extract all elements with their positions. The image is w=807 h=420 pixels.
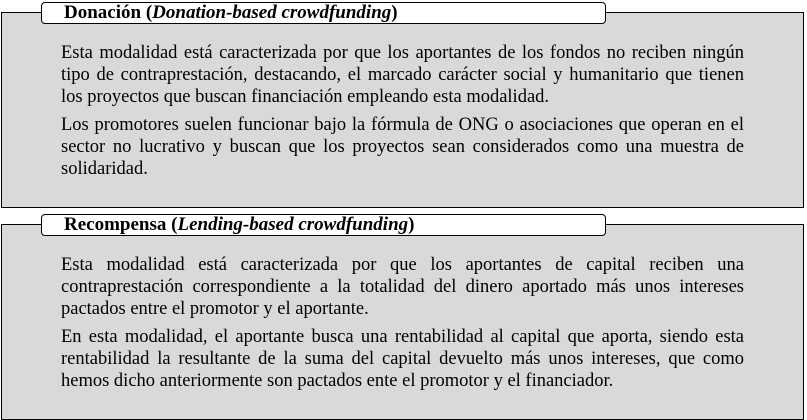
donation-title-paren-close: ) — [391, 2, 398, 23]
donation-title-paren-open: ( — [141, 2, 153, 23]
reward-title-paren-open: ( — [166, 214, 178, 235]
reward-paragraph-1: Esta modalidad está caracterizada por que los aportantes de capital reciben una contraprestación correspondiente a la totalidad del dinero aportado más unos intereses pactados entre el promotor y el aportante. — [61, 255, 744, 319]
donation-paragraph-1: Esta modalidad está caracterizada por que los aportantes de los fondos no reciben ningún tipo de contraprestación, destacando, el marcado carácter social y humanitario que tienen los proyectos que buscan financiación empleando esta modalidad. — [61, 43, 744, 107]
reward-section — [1, 212, 804, 420]
donation-paragraph-2: Los promotores suelen funcionar bajo la fórmula de ONG o asociaciones que operan en el sector no lucrativo y buscan que los proyectos sean considerados como una muestra de solidaridad. — [61, 115, 744, 179]
reward-paragraph-2: En esta modalidad, el aportante busca una rentabilidad al capital que aporta, siendo esta rentabilidad la resultante de la suma del capital devuelto más unos intereses, que como hemos dicho anteriormente son pactados ente el promotor y el financiador. — [61, 327, 744, 391]
reward-title-paren-close: ) — [408, 214, 415, 235]
donation-body — [61, 42, 744, 186]
donation-title-italic: Donation-based crowdfunding — [152, 2, 392, 23]
donation-title — [41, 2, 606, 24]
reward-title — [41, 214, 606, 236]
donation-section — [1, 0, 804, 208]
reward-body — [61, 254, 744, 398]
reward-title-italic: Lending-based crowdfunding — [177, 214, 409, 235]
donation-title-main: Donación — [64, 2, 142, 23]
reward-title-main: Recompensa — [64, 214, 167, 235]
